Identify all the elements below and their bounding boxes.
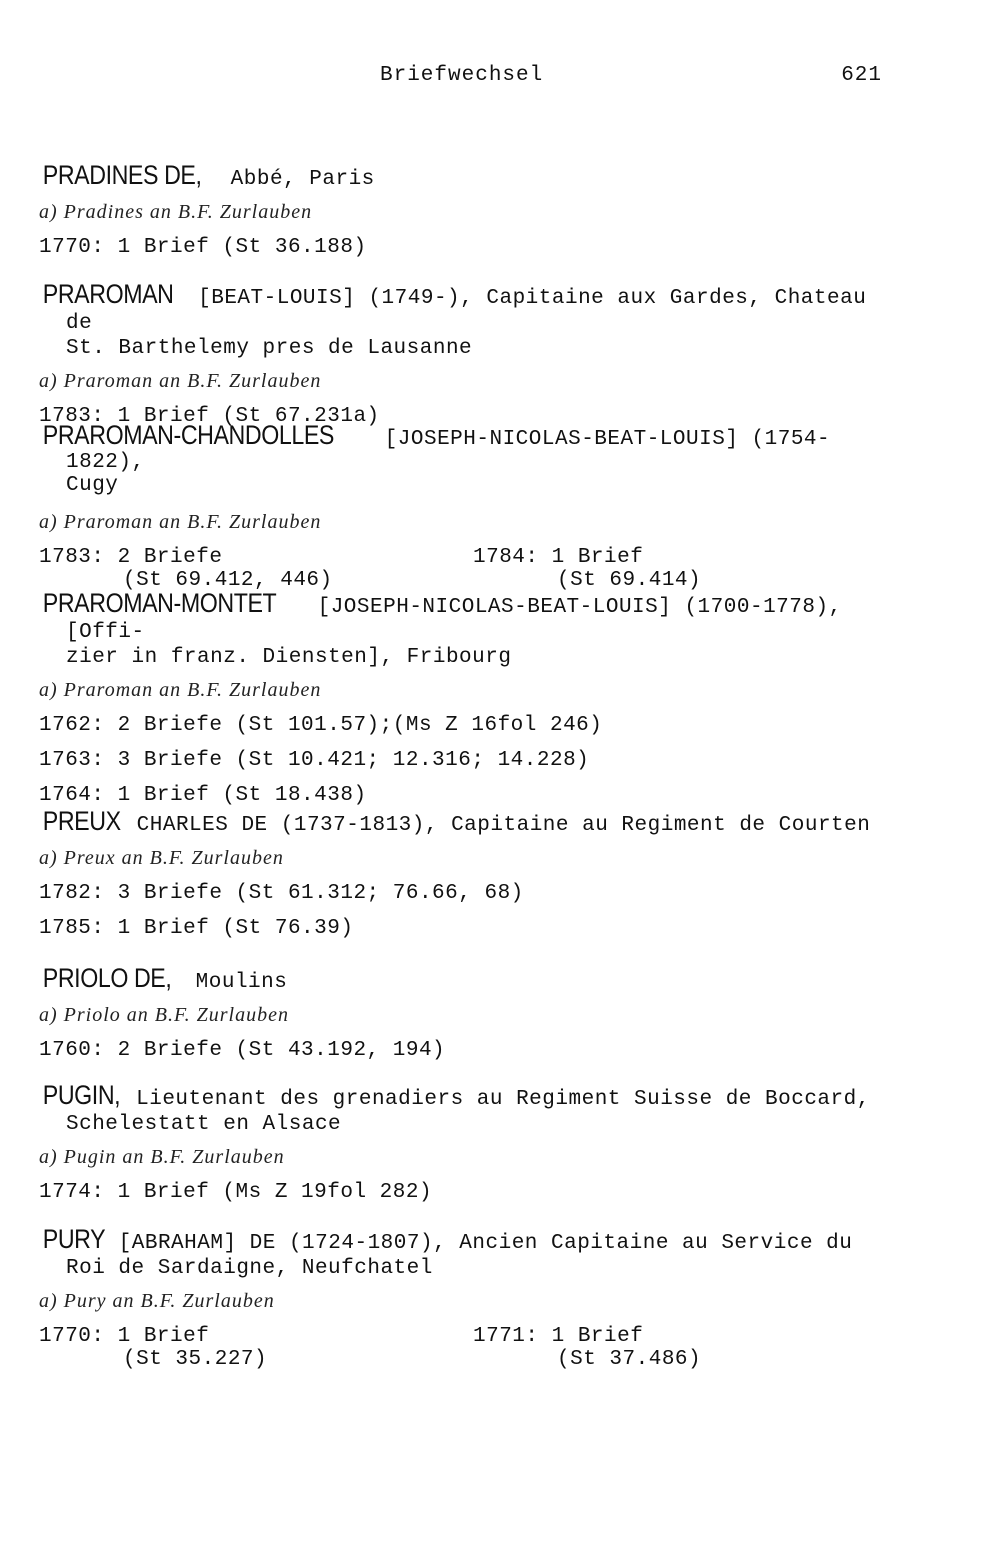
entry-name: PUGIN, [42,1080,121,1110]
entry-description: Lieutenant des grenadiers au Regiment Suisse de Boccard, Schelestatt en Alsace [66,1088,870,1136]
entry-name: PRAROMAN-MONTET [42,588,277,618]
correspondence-line: a) Praroman an B.F. Zurlauben [39,511,322,533]
entry-praroman-chandolles [39,401,900,592]
entry-heading [39,941,900,995]
entry-description: Abbé, Paris [217,168,375,191]
letter-line: 1783: 1 Brief (St 67.231a) [39,405,380,428]
correspondence-line: a) Pradines an B.F. Zurlauben [39,201,313,223]
letter-year: 1771: 1 Brief [473,1325,644,1348]
page-number: 621 [841,64,882,87]
correspondence-line: a) Priolo an B.F. Zurlauben [39,1004,289,1026]
running-head [380,64,882,90]
correspondence-line: a) Praroman an B.F. Zurlauben [39,370,322,392]
entry-heading [39,1202,900,1281]
entry-name: PRIOLO DE, [42,963,172,993]
letter-line: 1782: 3 Briefe (St 61.312; 76.66, 68) [39,882,524,905]
letter-year: 1770: 1 Brief [39,1325,210,1348]
entry-name: PRAROMAN [42,279,174,309]
entry-priolo [39,941,900,1065]
letter-line: 1774: 1 Brief (Ms Z 19fol 282) [39,1181,433,1204]
letter-year: 1783: 2 Briefe [39,546,223,569]
correspondence-line: a) Pugin an B.F. Zurlauben [39,1146,285,1168]
correspondence-line: a) Pury an B.F. Zurlauben [39,1290,275,1312]
entry-name: PURY [42,1224,106,1254]
letter-columns [39,1325,900,1371]
letter-line: 1764: 1 Brief (St 18.438) [39,784,367,807]
letter-reference: (St 69.412, 446) [123,569,333,592]
letter-reference: (St 37.486) [557,1348,702,1371]
entry-name: PREUX [42,806,121,836]
entry-description: [ABRAHAM] DE (1724-1807), Ancien Capitaine au Service du Roi de Sardaigne, Neufchatel [66,1232,853,1280]
entry-description: [BEAT-LOUIS] (1749-), Capitaine aux Gardes, Chateau de St. Barthelemy pres de Lausanne [66,287,867,360]
entry-preux [39,784,900,943]
entry-name: PRADINES DE, [42,160,202,190]
entry-name: PRAROMAN-CHANDOLLES [42,420,334,450]
letter-column-left [39,1325,439,1371]
entry-heading [39,257,900,361]
entry-heading [39,1058,900,1137]
entry-heading [39,784,900,838]
entry-praroman-montet [39,566,900,810]
entry-description: [JOSEPH-NICOLAS-BEAT-LOUIS] (1754-1822), Cugy [66,428,831,497]
entry-description: CHARLES DE (1737-1813), Capitaine au Regiment de Courten [123,814,871,837]
letter-reference: (St 35.227) [123,1348,268,1371]
correspondence-line: a) Praroman an B.F. Zurlauben [39,679,322,701]
entry-heading [39,566,900,670]
running-title: Briefwechsel [380,64,544,87]
letter-reference: (St 69.414) [557,569,702,592]
letter-line: 1785: 1 Brief (St 76.39) [39,917,354,940]
entry-pugin [39,1058,900,1207]
correspondence-line: a) Preux an B.F. Zurlauben [39,847,284,869]
entry-heading [39,138,900,192]
letter-line: 1762: 2 Briefe (St 101.57);(Ms Z 16fol 246) [39,714,603,737]
entry-heading [39,401,900,497]
letter-year: 1784: 1 Brief [473,546,644,569]
entry-pury [39,1202,900,1371]
entry-description: [JOSEPH-NICOLAS-BEAT-LOUIS] (1700-1778), [Offi- zier in franz. Diensten], Fribourg [66,596,842,669]
letter-line: 1763: 3 Briefe (St 10.421; 12.316; 14.228) [39,749,590,772]
entry-description: Moulins [182,971,288,994]
letter-line: 1760: 2 Briefe (St 43.192, 194) [39,1039,446,1062]
letter-line: 1770: 1 Brief (St 36.188) [39,236,367,259]
letter-column-right [473,1325,873,1371]
entry-pradines [39,138,900,262]
